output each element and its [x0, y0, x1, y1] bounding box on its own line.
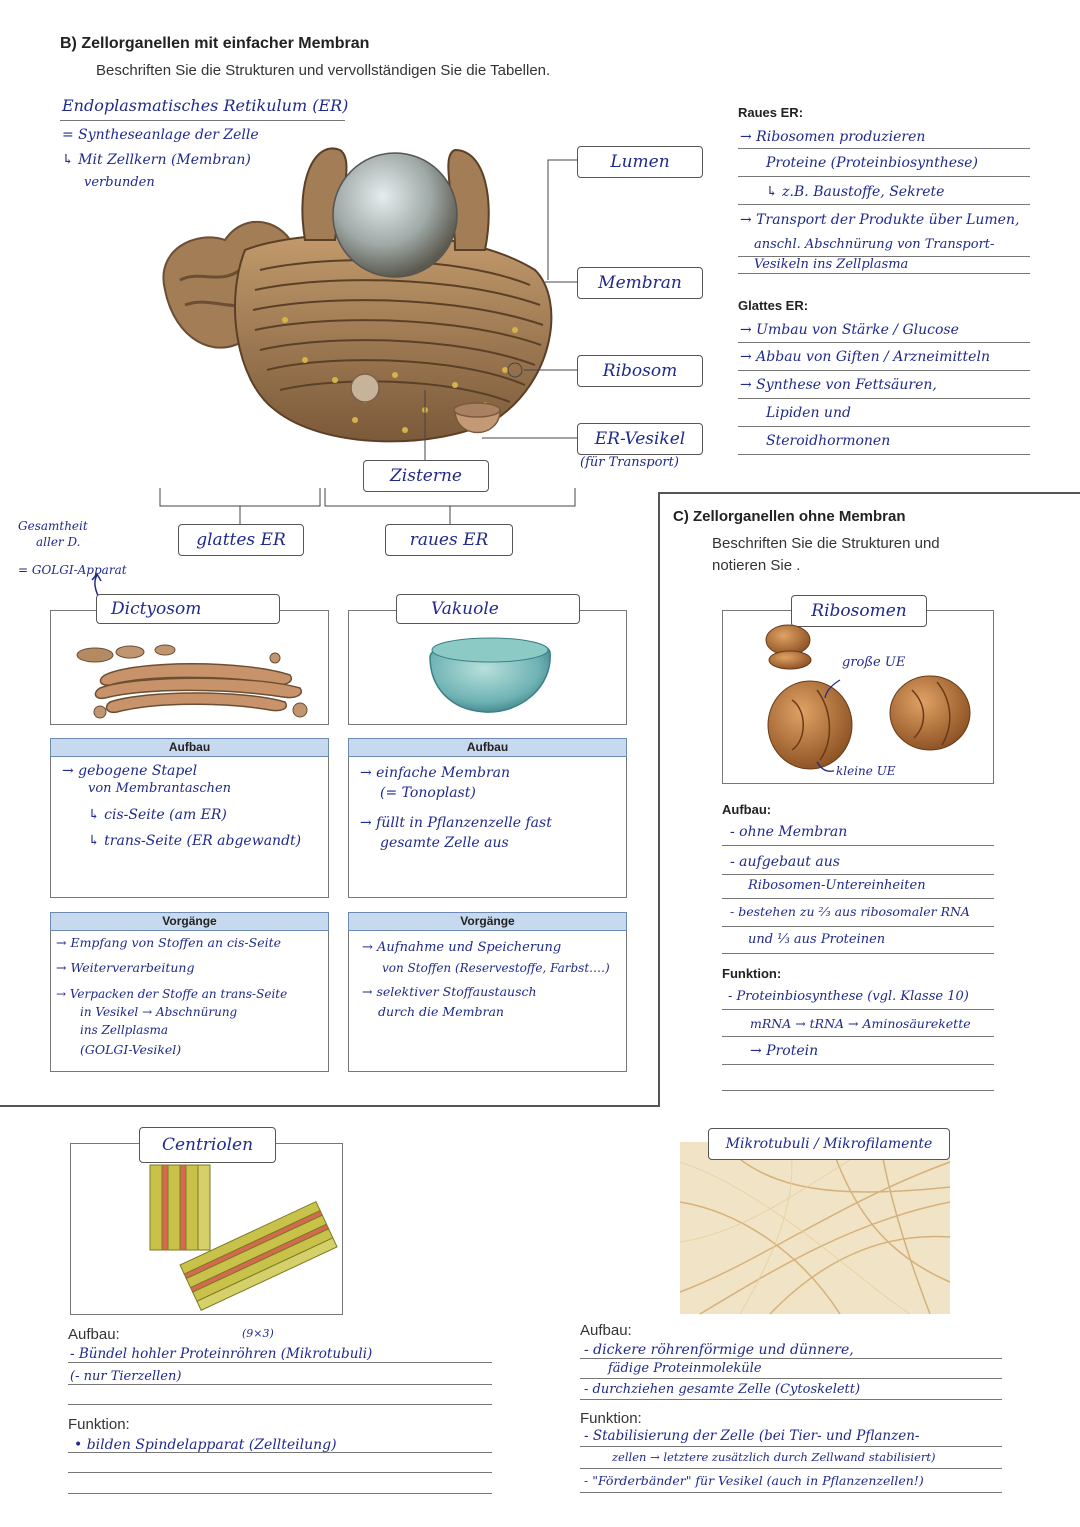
label-raues-er[interactable]: raues ER — [385, 524, 513, 556]
label-dictyosom[interactable]: Dictyosom — [96, 594, 280, 624]
mikrotubuli-aufbau-rule-1 — [580, 1358, 1002, 1359]
ribosomen-funktion-1: - Proteinbiosynthese (vgl. Klasse 10) — [728, 989, 969, 1004]
ribosomen-aufbau-5: und ⅓ aus Proteinen — [748, 932, 886, 947]
centriolen-illustration — [140, 1160, 330, 1310]
mikrotubuli-funktion-rule-2 — [580, 1468, 1002, 1469]
label-centriolen[interactable]: Centriolen — [139, 1127, 276, 1163]
dictyosom-vorgaenge-4: in Vesikel → Abschnürung — [80, 1005, 238, 1019]
ribosomen-funktion-2: mRNA → tRNA → Aminosäurekette — [750, 1016, 971, 1031]
vakuole-aufbau-header: Aufbau — [348, 738, 627, 757]
dictyosom-vorgaenge-header: Vorgänge — [50, 912, 329, 931]
centriolen-funktion-rule-2 — [68, 1472, 492, 1473]
vakuole-aufbau-4: gesamte Zelle aus — [380, 835, 509, 851]
side-note-2: aller D. — [36, 535, 81, 549]
glattes-er-line-3: → Synthese von Fettsäuren, — [740, 377, 937, 393]
vakuole-aufbau-2: (= Tonoplast) — [380, 785, 476, 801]
centriolen-aufbau-note: (9×3) — [242, 1327, 274, 1340]
ribosomen-aufbau-rule-5 — [722, 953, 994, 954]
ribosomen-aufbau-1: - ohne Membran — [730, 824, 848, 840]
glattes-er-line-4: Lipiden und — [766, 405, 851, 421]
mikrotubuli-funktion-2: zellen → letztere zusätzlich durch Zellwand stabilisiert) — [612, 1450, 936, 1464]
label-vakuole[interactable]: Vakuole — [396, 594, 580, 624]
vakuole-aufbau-1: → einfache Membran — [360, 765, 510, 781]
centriolen-aufbau-rule-1 — [68, 1362, 492, 1363]
vakuole-vorgaenge-4: durch die Membran — [378, 1004, 504, 1019]
vakuole-illustration — [425, 632, 555, 717]
label-ribosom[interactable]: Ribosom — [577, 355, 703, 387]
section-c-instruction-2: notieren Sie . — [712, 557, 801, 574]
centriolen-aufbau-2: (- nur Tierzellen) — [70, 1369, 182, 1384]
vakuole-aufbau-3: → füllt in Pflanzenzelle fast — [360, 815, 552, 831]
ribosomen-aufbau-rule-1 — [722, 845, 994, 846]
glattes-er-line-2: → Abbau von Giften / Arzneimitteln — [740, 349, 990, 365]
label-grosse-ue: große UE — [842, 655, 906, 670]
mikrotubuli-illustration — [680, 1142, 950, 1314]
ribosomen-funktion-rule-1 — [722, 1009, 994, 1010]
ribosomen-funktion-3: → Protein — [750, 1043, 819, 1059]
label-ribosomen[interactable]: Ribosomen — [791, 595, 927, 627]
ribosomen-aufbau-3: Ribosomen-Untereinheiten — [748, 878, 926, 893]
dictyosom-illustration — [75, 630, 315, 720]
mikrotubuli-funktion-heading: Funktion: — [580, 1410, 642, 1427]
ribosomen-funktion-heading: Funktion: — [722, 966, 782, 981]
mikrotubuli-funktion-rule-3 — [580, 1492, 1002, 1493]
side-note-arrow — [0, 0, 200, 620]
dictyosom-aufbau-header: Aufbau — [50, 738, 329, 757]
centriolen-aufbau-heading: Aufbau: — [68, 1326, 120, 1343]
mikrotubuli-funktion-1: - Stabilisierung der Zelle (bei Tier- und Pflanzen- — [584, 1428, 920, 1444]
ribosomen-aufbau-rule-4 — [722, 926, 994, 927]
centriolen-funktion-rule-3 — [68, 1493, 492, 1494]
dictyosom-aufbau-4: ↳ trans-Seite (ER abgewandt) — [88, 833, 302, 849]
dictyosom-vorgaenge-1: → Empfang von Stoffen an cis-Seite — [56, 935, 282, 950]
mikrotubuli-funktion-rule-1 — [580, 1446, 1002, 1447]
er-note-1: = Syntheseanlage der Zelle — [62, 127, 259, 143]
er-note-2: ↳ Mit Zellkern (Membran) — [62, 152, 251, 168]
centriolen-funktion-1: • bilden Spindelapparat (Zellteilung) — [74, 1437, 337, 1453]
dictyosom-vorgaenge-2: → Weiterverarbeitung — [56, 960, 195, 975]
section-c-heading: C) Zellorganellen ohne Membran — [673, 508, 906, 525]
centriolen-aufbau-1: - Bündel hohler Proteinröhren (Mikrotubuli) — [70, 1346, 373, 1362]
side-note-3: = GOLGI-Apparat — [18, 563, 127, 577]
glattes-er-heading: Glattes ER: — [738, 298, 809, 313]
label-er-vesikel[interactable]: ER-Vesikel — [577, 423, 703, 455]
dictyosom-aufbau-1: → gebogene Stapel — [62, 763, 198, 779]
dictyosom-aufbau-3: ↳ cis-Seite (am ER) — [88, 807, 227, 823]
dictyosom-vorgaenge-6: (GOLGI-Vesikel) — [80, 1042, 182, 1057]
section-b-instruction: Beschriften Sie die Strukturen und vervollständigen Sie die Tabellen. — [96, 62, 551, 79]
vakuole-vorgaenge-3: → selektiver Stoffaustausch — [362, 984, 537, 999]
raues-er-line-3: ↳ z.B. Baustoffe, Sekrete — [766, 184, 945, 200]
centriolen-aufbau-rule-3 — [68, 1404, 492, 1405]
centriolen-funktion-rule-1 — [68, 1452, 492, 1453]
vakuole-vorgaenge-header: Vorgänge — [348, 912, 627, 931]
section-c-instruction-1: Beschriften Sie die Strukturen und — [712, 535, 940, 552]
label-er-vesikel-note: (für Transport) — [580, 455, 679, 470]
ribosomen-aufbau-heading: Aufbau: — [722, 802, 772, 817]
label-mikrotubuli[interactable]: Mikrotubuli / Mikrofilamente — [708, 1128, 950, 1160]
raues-er-line-2: Proteine (Proteinbiosynthese) — [766, 155, 978, 171]
ribosomen-funktion-rule-2 — [722, 1036, 994, 1037]
raues-er-line-1: → Ribosomen produzieren — [740, 129, 926, 145]
raues-er-line-5: anschl. Abschnürung von Transport- — [754, 237, 995, 252]
mikrotubuli-aufbau-2: fädige Proteinmoleküle — [608, 1361, 762, 1376]
mikrotubuli-aufbau-rule-2 — [580, 1378, 1002, 1379]
dictyosom-aufbau-2: von Membrantaschen — [88, 781, 232, 796]
vakuole-vorgaenge-2: von Stoffen (Reservestoffe, Farbst.…) — [382, 961, 610, 975]
glattes-er-line-5: Steroidhormonen — [766, 433, 891, 449]
ribosomen-funktion-rule-4 — [722, 1090, 994, 1091]
side-note-1: Gesamtheit — [18, 519, 88, 533]
er-note-3: verbunden — [84, 175, 155, 190]
mikrotubuli-aufbau-heading: Aufbau: — [580, 1322, 632, 1339]
label-zisterne[interactable]: Zisterne — [363, 460, 489, 492]
raues-er-line-6: Vesikeln ins Zellplasma — [754, 257, 909, 272]
dictyosom-vorgaenge-5: ins Zellplasma — [80, 1023, 169, 1037]
mikrotubuli-aufbau-1: - dickere röhrenförmige und dünnere, — [584, 1342, 854, 1358]
label-glattes-er[interactable]: glattes ER — [178, 524, 304, 556]
glattes-er-line-1: → Umbau von Stärke / Glucose — [740, 322, 959, 338]
dictyosom-vorgaenge-3: → Verpacken der Stoffe an trans-Seite — [56, 987, 288, 1001]
label-lumen[interactable]: Lumen — [577, 146, 703, 178]
ribosomen-aufbau-rule-2 — [722, 874, 994, 875]
label-kleine-ue: kleine UE — [836, 764, 896, 778]
mikrotubuli-aufbau-rule-3 — [580, 1399, 1002, 1400]
ribosomen-aufbau-4: - bestehen zu ⅔ aus ribosomaler RNA — [730, 904, 970, 919]
er-title: Endoplasmatisches Retikulum (ER) — [62, 96, 349, 115]
mikrotubuli-aufbau-3: - durchziehen gesamte Zelle (Cytoskelett) — [584, 1382, 861, 1397]
ribosomen-funktion-rule-3 — [722, 1064, 994, 1065]
raues-er-line-4: → Transport der Produkte über Lumen, — [740, 212, 1020, 228]
centriolen-aufbau-rule-2 — [68, 1384, 492, 1385]
label-membran[interactable]: Membran — [577, 267, 703, 299]
vakuole-vorgaenge-1: → Aufnahme und Speicherung — [362, 940, 562, 955]
section-b-heading: B) Zellorganellen mit einfacher Membran — [60, 35, 370, 52]
mikrotubuli-funktion-3: - "Förderbänder" für Vesikel (auch in Pflanzenzellen!) — [584, 1473, 924, 1488]
raues-er-heading: Raues ER: — [738, 105, 804, 120]
ribosomen-illustration — [722, 610, 994, 784]
ribosomen-aufbau-rule-3 — [722, 898, 994, 899]
ribosomen-aufbau-2: - aufgebaut aus — [730, 854, 840, 870]
centriolen-funktion-heading: Funktion: — [68, 1416, 130, 1433]
